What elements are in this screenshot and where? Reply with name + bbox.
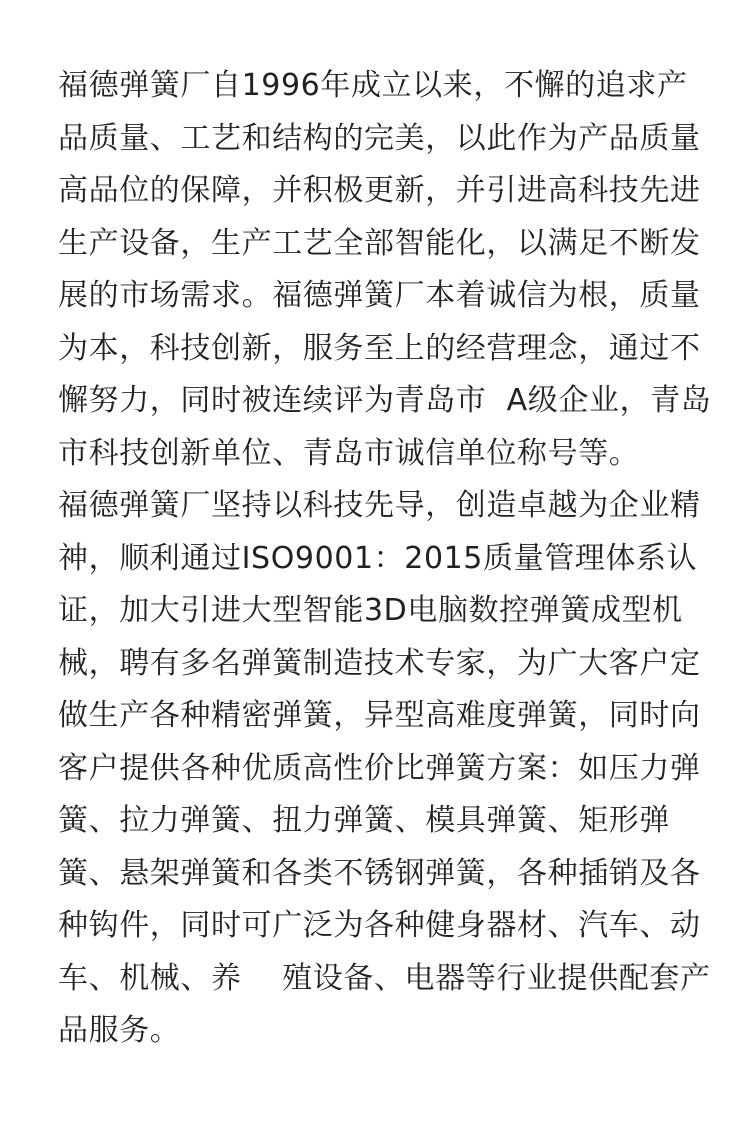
text-line: 懈努力，同时被连续评为青岛市 A级企业，青岛	[58, 383, 712, 418]
text-line: 簧、拉力弹簧、扭力弹簧、模具弹簧、矩形弹	[58, 803, 670, 838]
text-line: 簧、悬架弹簧和各类不锈钢弹簧，各种插销及各	[58, 855, 701, 891]
text-line: 械，聘有多名弹簧制造技术专家，为广大客户定	[58, 645, 701, 681]
text-line: 神，顺利通过ISO9001：2015质量管理体系认	[58, 540, 698, 576]
text-line: 高品位的保障，并积极更新，并引进高科技先进	[58, 173, 701, 208]
text-line: 车、机械、养 殖设备、电器等行业提供配套产	[58, 960, 711, 996]
text-line: 生产设备，生产工艺全部智能化，以满足不断发	[58, 225, 701, 261]
text-line: 福德弹簧厂坚持以科技先导，创造卓越为企业精	[58, 488, 701, 523]
text-line: 展的市场需求。福德弹簧厂本着诚信为根，质量	[58, 278, 701, 313]
article-body	[58, 60, 712, 1058]
text-line: 品服务。	[58, 1013, 181, 1048]
text-line: 福德弹簧厂自1996年成立以来，不懈的追求产	[58, 68, 688, 103]
text-line: 证，加大引进大型智能3D电脑数控弹簧成型机	[58, 593, 683, 628]
text-line: 市科技创新单位、青岛市诚信单位称号等。	[58, 435, 640, 471]
text-line: 为本，科技创新，服务至上的经营理念，通过不	[58, 330, 701, 366]
text-line: 客户提供各种优质高性价比弹簧方案：如压力弹	[58, 750, 701, 786]
text-line: 种钩件，同时可广泛为各种健身器材、汽车、动	[58, 908, 701, 943]
text-line: 做生产各种精密弹簧，异型高难度弹簧，同时向	[58, 698, 701, 733]
paragraph-products	[58, 480, 711, 1058]
paragraph-intro	[58, 60, 712, 480]
text-line: 品质量、工艺和结构的完美，以此作为产品质量	[58, 120, 701, 156]
